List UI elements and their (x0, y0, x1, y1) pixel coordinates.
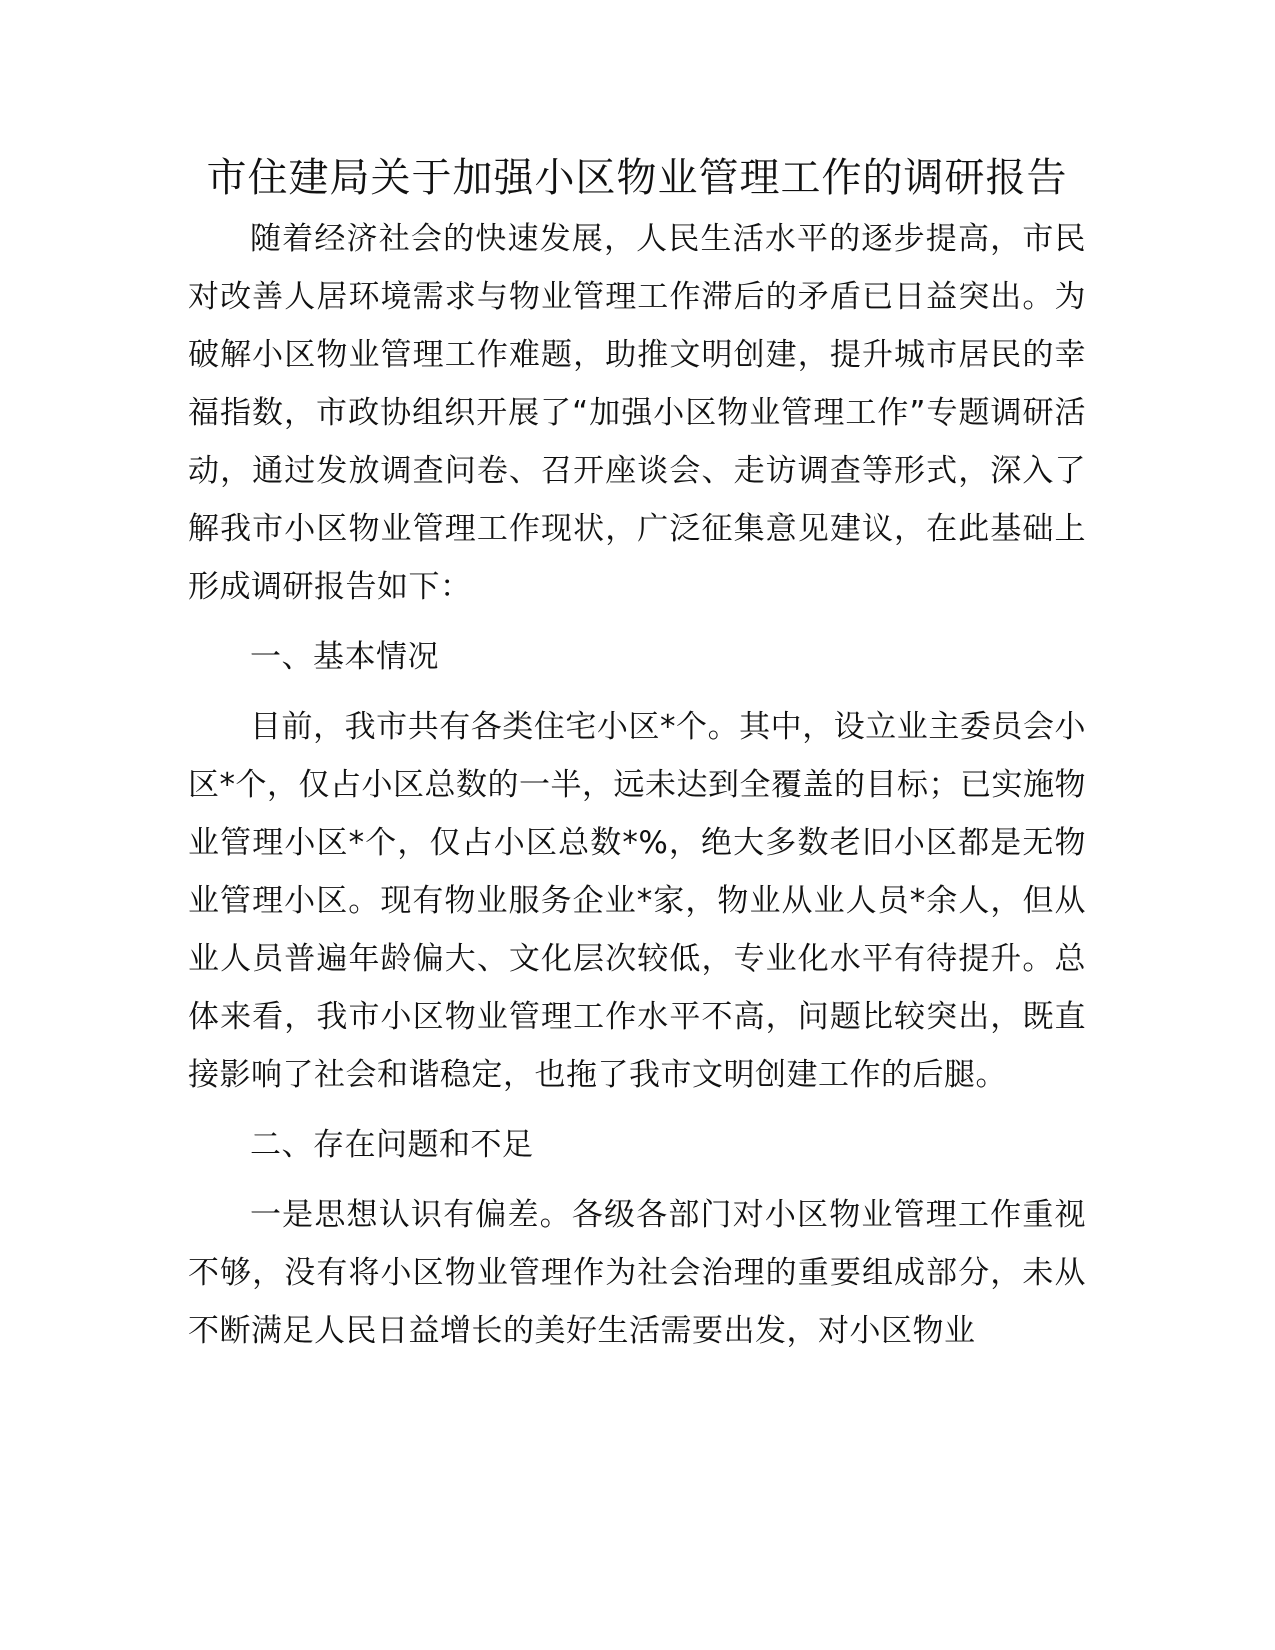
section-paragraph-basic-situation: 目前，我市共有各类住宅小区*个。其中，设立业主委员会小区*个，仅占小区总数的一半，远未达到全覆盖的目标；已实施物业管理小区*个，仅占小区总数*%，绝大多数老旧小区都是无物业管理小区。现有物业服务企业*家，物业从业人员*余人，但从业人员普遍年龄偏大、文化层次较低，专业化水平有待提升。总体来看，我市小区物业管理工作水平不高，问题比较突出，既直接影响了社会和谐稳定，也拖了我市文明创建工作的后腿。 (188, 709, 1086, 1093)
section-paragraph-problems: 一是思想认识有偏差。各级各部门对小区物业管理工作重视不够，没有将小区物业管理作为社会治理的重要组成部分，未从不断满足人民日益增长的美好生活需要出发，对小区物业 (188, 1197, 1086, 1349)
document-body (188, 150, 1086, 1360)
intro-paragraph: 随着经济社会的快速发展，人民生活水平的逐步提高，市民对改善人居环境需求与物业管理工作滞后的矛盾已日益突出。为破解小区物业管理工作难题，助推文明创建，提升城市居民的幸福指数，市政协组织开展了“加强小区物业管理工作”专题调研活动，通过发放调查问卷、召开座谈会、走访调查等形式，深入了解我市小区物业管理工作现状，广泛征集意见建议，在此基础上形成调研报告如下： (188, 221, 1086, 605)
document-title: 市住建局关于加强小区物业管理工作的调研报告 (206, 155, 1068, 201)
section-heading-problems: 二、存在问题和不足 (250, 1127, 534, 1163)
section-heading-basic-situation: 一、基本情况 (250, 639, 439, 675)
